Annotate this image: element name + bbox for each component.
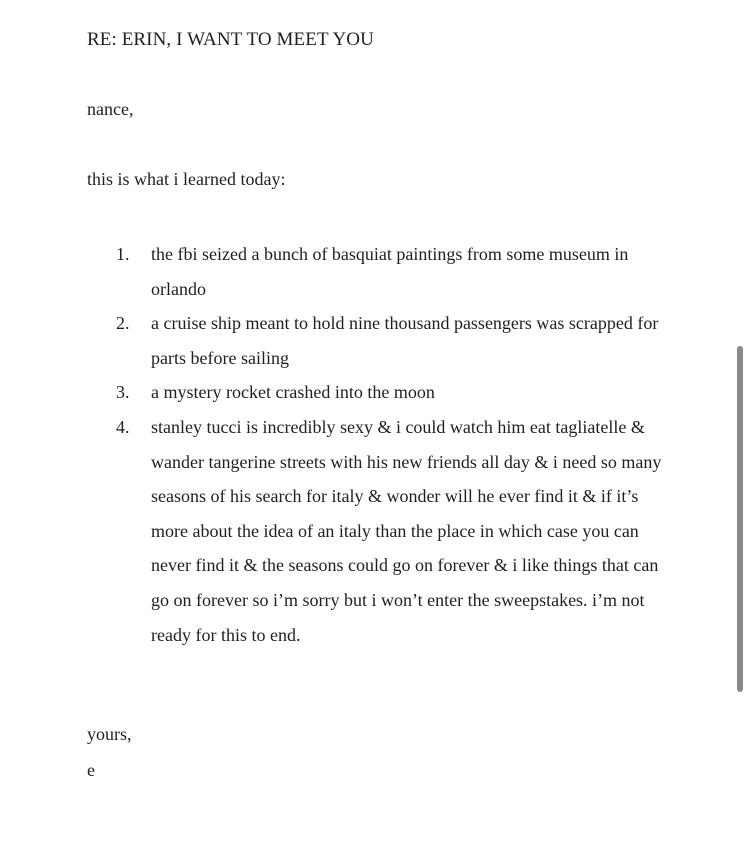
learned-list — [116, 237, 676, 652]
list-item-number: 4. — [116, 416, 130, 437]
list-item — [116, 410, 676, 652]
list-item-number: 2. — [116, 313, 130, 334]
list-item — [116, 237, 676, 306]
list-item-number: 3. — [116, 382, 130, 403]
signature: e — [87, 760, 95, 780]
closing: yours, — [87, 724, 132, 744]
list-item — [116, 375, 676, 410]
email-subject: RE: ERIN, I WANT TO MEET YOU — [87, 29, 374, 50]
list-item-text: a mystery rocket crashed into the moon — [151, 382, 435, 403]
list-item-text: stanley tucci is incredibly sexy & i could watch him eat tagliatelle & wander tangerine streets with his new friends all day & i need so many seasons of his search for italy & wonder will he ever find it & if it’s more about the idea of an italy than the place in which case you can never find it & the seasons could go on forever & i like things that can go on forever so i’m sorry but i won’t enter the sweepstakes. i’m not ready for this to end. — [151, 416, 662, 645]
list-item-text: a cruise ship meant to hold nine thousand passengers was scrapped for parts before sailing — [151, 313, 659, 368]
vertical-scrollbar[interactable] — [737, 346, 743, 692]
list-item-number: 1. — [116, 244, 130, 264]
list-item-text: the fbi seized a bunch of basquiat paintings from some museum in orlando — [151, 244, 629, 299]
salutation: nance, — [87, 99, 134, 119]
list-item — [116, 306, 676, 375]
intro-line: this is what i learned today: — [87, 169, 286, 189]
